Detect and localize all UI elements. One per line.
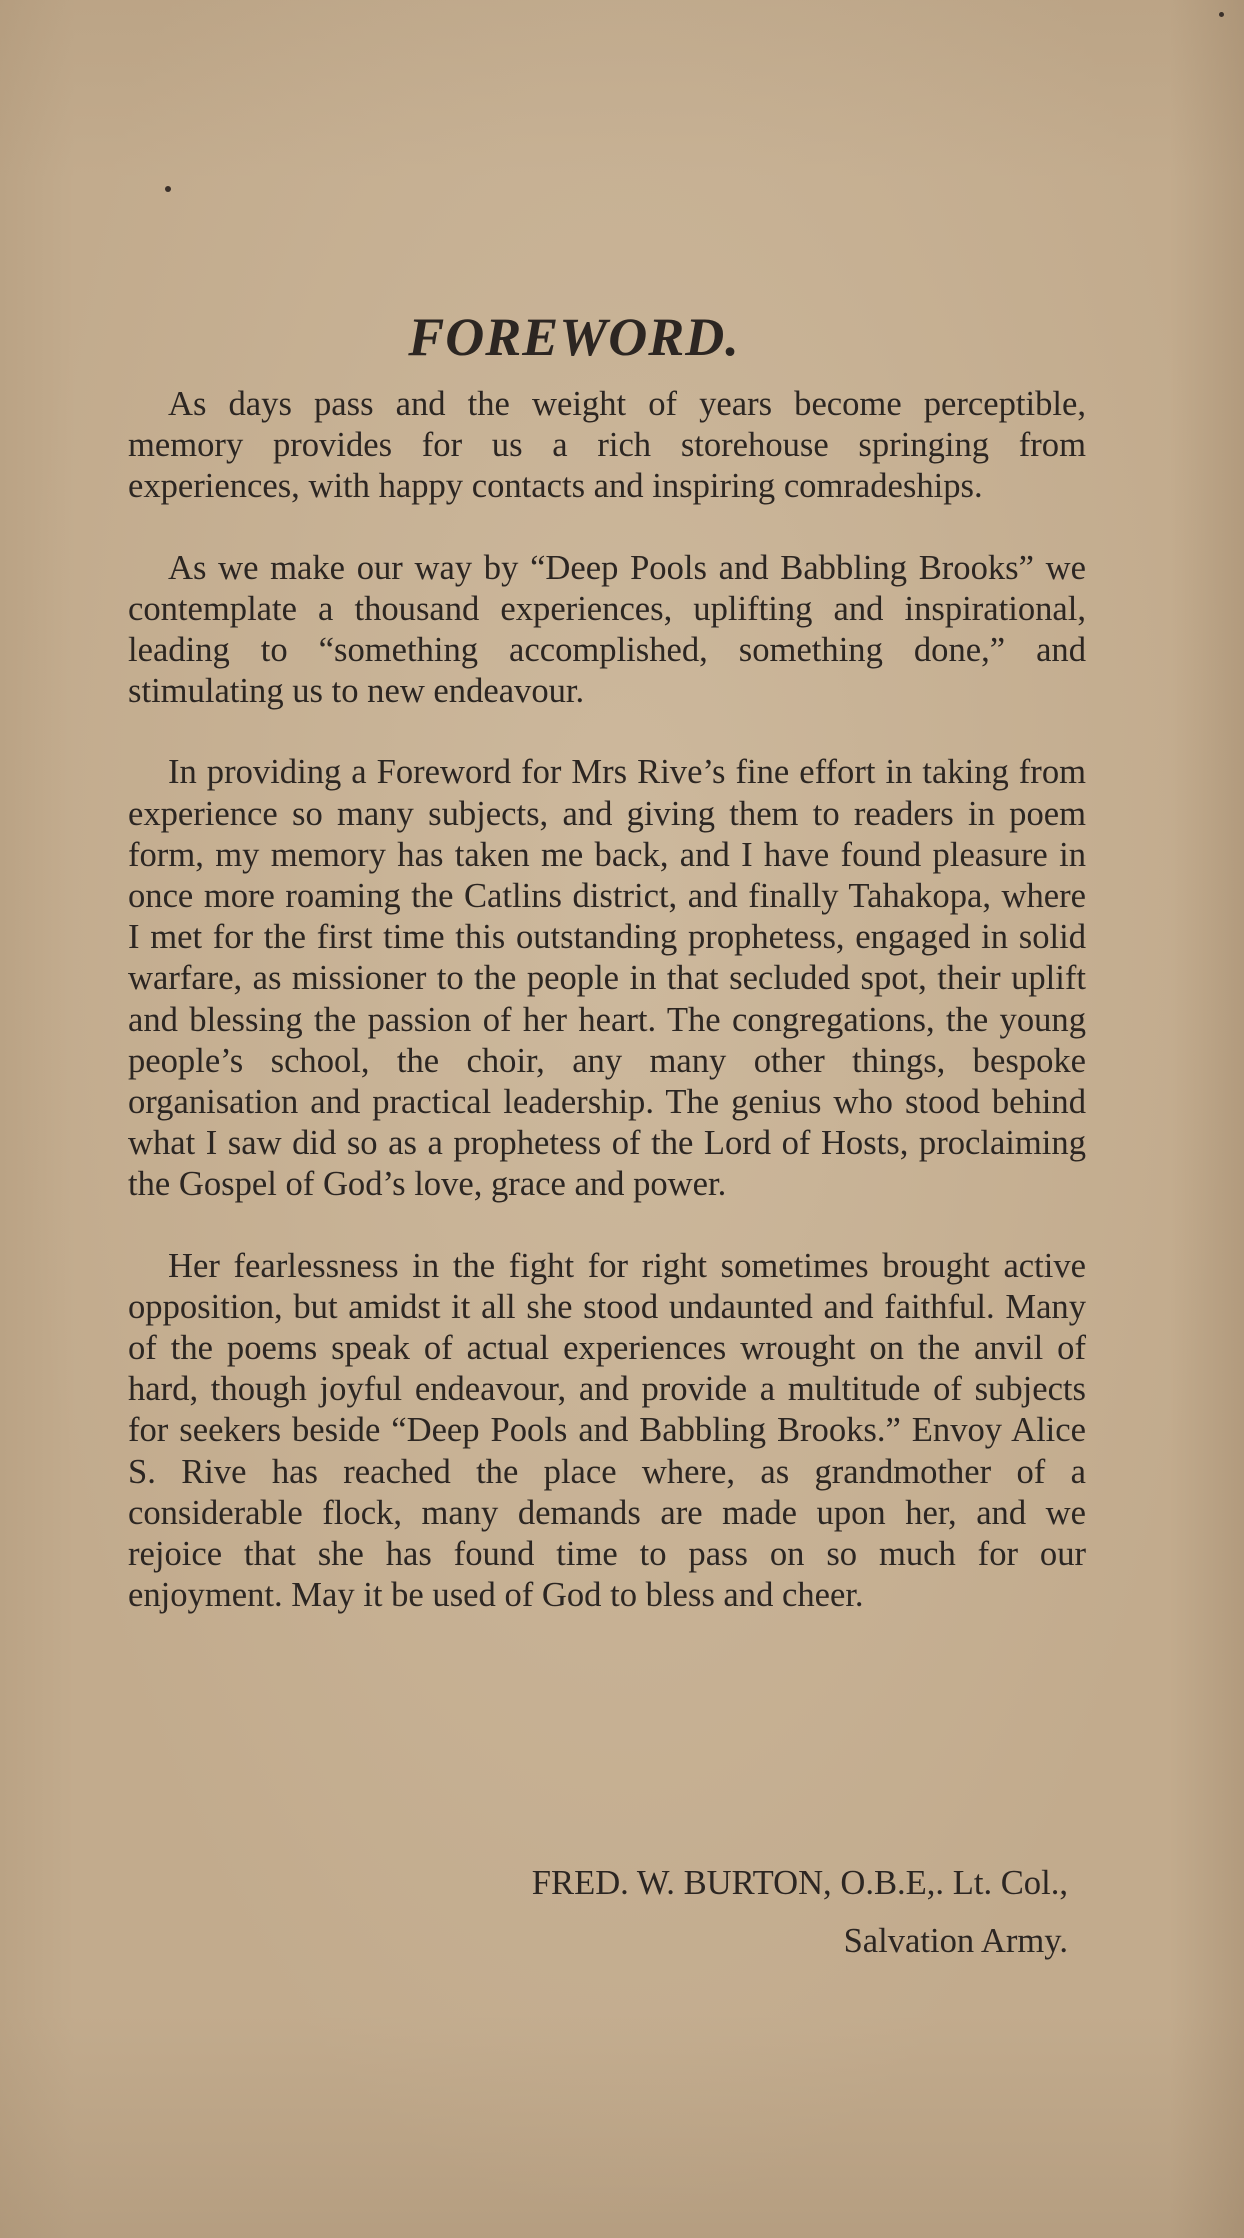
paragraph — [128, 548, 1086, 713]
signature-organisation: Salvation Army. — [843, 1922, 1068, 1960]
page-title: FOREWORD. — [408, 307, 740, 367]
paragraph — [128, 752, 1086, 1205]
signature-name: FRED. W. BURTON, O.B.E,. Lt. Col., — [531, 1864, 1068, 1902]
paragraph — [128, 1246, 1086, 1617]
paragraph — [128, 384, 1086, 508]
paragraph-text: As we make our way by “Deep Pools and Babbling Brooks” we contemplate a thousand experiences, uplifting and inspirational, leading to “something accomplished, something done,” and stimulating us to new endeavour. — [128, 548, 1086, 711]
paragraph-text: Her fearlessness in the fight for right sometimes brought active opposition, but amidst it all she stood undaunted and faithful. Many of the poems speak of actual experiences wrought on the anvil of hard, though joyful endeavour, and provide a multitude of subjects for seekers beside “Deep Pools and Babbling Brooks.” Envoy Alice S. Rive has reached the place where, as grandmother of a considerable flock, many demands are made upon her, and we rejoice that she has found time to pass on so much for our enjoyment. May it be used of God to bless and cheer. — [128, 1246, 1086, 1615]
paragraph-text: In providing a Foreword for Mrs Rive’s fine effort in taking from experience so many subjects, and giving them to readers in poem form, my memory has taken me back, and I have found pleasure in once more roaming the Catlins district, and finally Tahakopa, where I met for the first time this outstanding prophetess, engaged in solid warfare, as missioner to the people in that secluded spot, their uplift and blessing the passion of her heart. The congregations, the young people’s school, the choir, any many other things, bespoke organisation and practical leadership. The genius who stood behind what I saw did so as a prophetess of the Lord of Hosts, proclaiming the Gospel of God’s love, grace and power. — [128, 753, 1086, 1204]
paragraph-text: As days pass and the weight of years become perceptible, memory provides for us a rich storehouse springing from experiences, with happy contacts and inspiring comradeships. — [128, 385, 1086, 506]
ink-speck — [165, 186, 171, 192]
ink-speck — [1219, 12, 1224, 17]
foreword-body — [128, 384, 1086, 1656]
